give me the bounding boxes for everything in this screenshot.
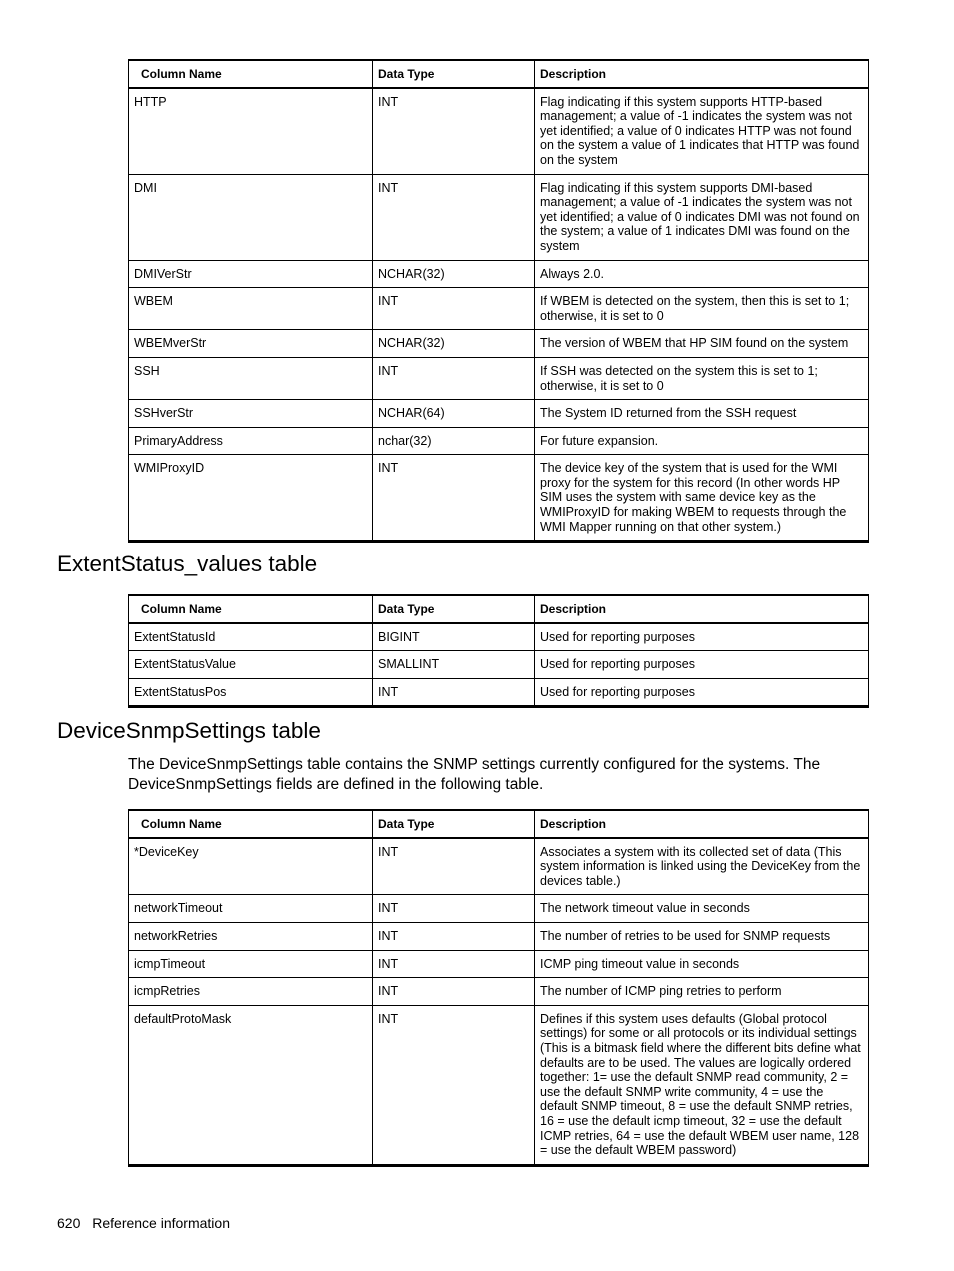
cell-data-type: INT: [373, 950, 535, 978]
cell-description: The number of retries to be used for SNMP requests: [535, 922, 869, 950]
cell-column-name: WBEMverStr: [129, 330, 373, 358]
table-row: [129, 174, 869, 260]
data-type-header: Data Type: [373, 60, 535, 88]
cell-description: The System ID returned from the SSH request: [535, 400, 869, 428]
table-row: [129, 678, 869, 707]
cell-data-type: INT: [373, 88, 535, 174]
cell-column-name: networkTimeout: [129, 895, 373, 923]
cell-column-name: icmpTimeout: [129, 950, 373, 978]
section-intro-paragraph: The DeviceSnmpSettings table contains the SNMP settings currently configured for the systems. The DeviceSnmpSettings fields are defined in the following table.: [128, 756, 821, 793]
table-row: [129, 455, 869, 542]
table-header-row: [129, 810, 869, 838]
cell-data-type: INT: [373, 838, 535, 895]
table-row: [129, 357, 869, 399]
table-row: [129, 427, 869, 455]
cell-description: If WBEM is detected on the system, then this is set to 1; otherwise, it is set to 0: [535, 288, 869, 330]
description-header: Description: [535, 595, 869, 623]
cell-description: For future expansion.: [535, 427, 869, 455]
cell-column-name: WBEM: [129, 288, 373, 330]
table-row: [129, 260, 869, 288]
footer-section-title: Reference information: [92, 1215, 230, 1231]
table-row: [129, 400, 869, 428]
cell-description: The version of WBEM that HP SIM found on the system: [535, 330, 869, 358]
data-type-header: Data Type: [373, 810, 535, 838]
cell-description: The network timeout value in seconds: [535, 895, 869, 923]
cell-description: Used for reporting purposes: [535, 623, 869, 651]
table-row: [129, 88, 869, 174]
cell-description: Used for reporting purposes: [535, 651, 869, 679]
cell-data-type: NCHAR(32): [373, 260, 535, 288]
cell-description: If SSH was detected on the system this is set to 1; otherwise, it is set to 0: [535, 357, 869, 399]
cell-description: Used for reporting purposes: [535, 678, 869, 707]
table-row: [129, 330, 869, 358]
cell-column-name: SSH: [129, 357, 373, 399]
cell-description: The device key of the system that is used for the WMI proxy for the system for this record (In other words HP SIM uses the system with same device key as the WMIProxyID for making WBEM to requests through the WMI Mapper running on that other system.): [535, 455, 869, 542]
cell-data-type: INT: [373, 174, 535, 260]
cell-data-type: INT: [373, 455, 535, 542]
cell-data-type: NCHAR(32): [373, 330, 535, 358]
cell-column-name: DMIVerStr: [129, 260, 373, 288]
table-row: [129, 651, 869, 679]
table-row: [129, 895, 869, 923]
description-header: Description: [535, 60, 869, 88]
cell-description: Flag indicating if this system supports HTTP-based management; a value of -1 indicates the system was not yet identified; a value of 0 indicates HTTP was not found on the system a value of 1 indicates that HTTP was found on the system: [535, 88, 869, 174]
cell-column-name: defaultProtoMask: [129, 1005, 373, 1165]
cell-data-type: nchar(32): [373, 427, 535, 455]
table-row: [129, 288, 869, 330]
extentstatus-values-table: [128, 594, 869, 708]
cell-column-name: ExtentStatusPos: [129, 678, 373, 707]
cell-description: Flag indicating if this system supports DMI-based management; a value of -1 indicates the system was not yet identified; a value of 0 indicates DMI was not found on the system; a value of 1 indicates DMI was found on the system: [535, 174, 869, 260]
cell-data-type: SMALLINT: [373, 651, 535, 679]
column-name-header: Column Name: [129, 810, 373, 838]
cell-data-type: INT: [373, 922, 535, 950]
cell-column-name: WMIProxyID: [129, 455, 373, 542]
cell-column-name: HTTP: [129, 88, 373, 174]
cell-column-name: ExtentStatusId: [129, 623, 373, 651]
cell-description: Always 2.0.: [535, 260, 869, 288]
cell-data-type: INT: [373, 895, 535, 923]
cell-description: ICMP ping timeout value in seconds: [535, 950, 869, 978]
system-protocol-table: [128, 59, 869, 543]
devicesnmpsettings-table: [128, 809, 869, 1167]
cell-column-name: DMI: [129, 174, 373, 260]
section-heading-devicesnmpsettings: DeviceSnmpSettings table: [57, 718, 321, 743]
table-row: [129, 950, 869, 978]
table-header-row: [129, 60, 869, 88]
cell-data-type: INT: [373, 678, 535, 707]
cell-description: The number of ICMP ping retries to perform: [535, 978, 869, 1006]
cell-data-type: INT: [373, 288, 535, 330]
section-heading-extentstatus: ExtentStatus_values table: [57, 551, 318, 576]
cell-column-name: SSHverStr: [129, 400, 373, 428]
cell-column-name: icmpRetries: [129, 978, 373, 1006]
table-row: [129, 838, 869, 895]
cell-column-name: ExtentStatusValue: [129, 651, 373, 679]
table-row: [129, 922, 869, 950]
description-header: Description: [535, 810, 869, 838]
cell-description: Associates a system with its collected set of data (This system information is linked using the DeviceKey from the devices table.): [535, 838, 869, 895]
cell-column-name: *DeviceKey: [129, 838, 373, 895]
table-header-row: [129, 595, 869, 623]
table-row: [129, 1005, 869, 1165]
data-type-header: Data Type: [373, 595, 535, 623]
column-name-header: Column Name: [129, 60, 373, 88]
page-number: 620: [57, 1215, 81, 1231]
cell-data-type: INT: [373, 978, 535, 1006]
cell-column-name: PrimaryAddress: [129, 427, 373, 455]
cell-description: Defines if this system uses defaults (Global protocol settings) for some or all protocols or its individual settings (This is a bitmask field where the different bits define what defaults are to be used. The values are logically ordered together: 1= use the default SNMP read community, 2 = use the default SNMP write community, 4 = use the default SNMP timeout, 8 = use the default SNMP retries, 16 = use the default icmp timeout, 32 = use the default ICMP retries, 64 = use the default WBEM user name, 128 = use the default WBEM password): [535, 1005, 869, 1165]
table-row: [129, 623, 869, 651]
cell-data-type: INT: [373, 357, 535, 399]
cell-column-name: networkRetries: [129, 922, 373, 950]
cell-data-type: NCHAR(64): [373, 400, 535, 428]
cell-data-type: INT: [373, 1005, 535, 1165]
table-row: [129, 978, 869, 1006]
page-footer: [57, 1215, 230, 1231]
column-name-header: Column Name: [129, 595, 373, 623]
cell-data-type: BIGINT: [373, 623, 535, 651]
